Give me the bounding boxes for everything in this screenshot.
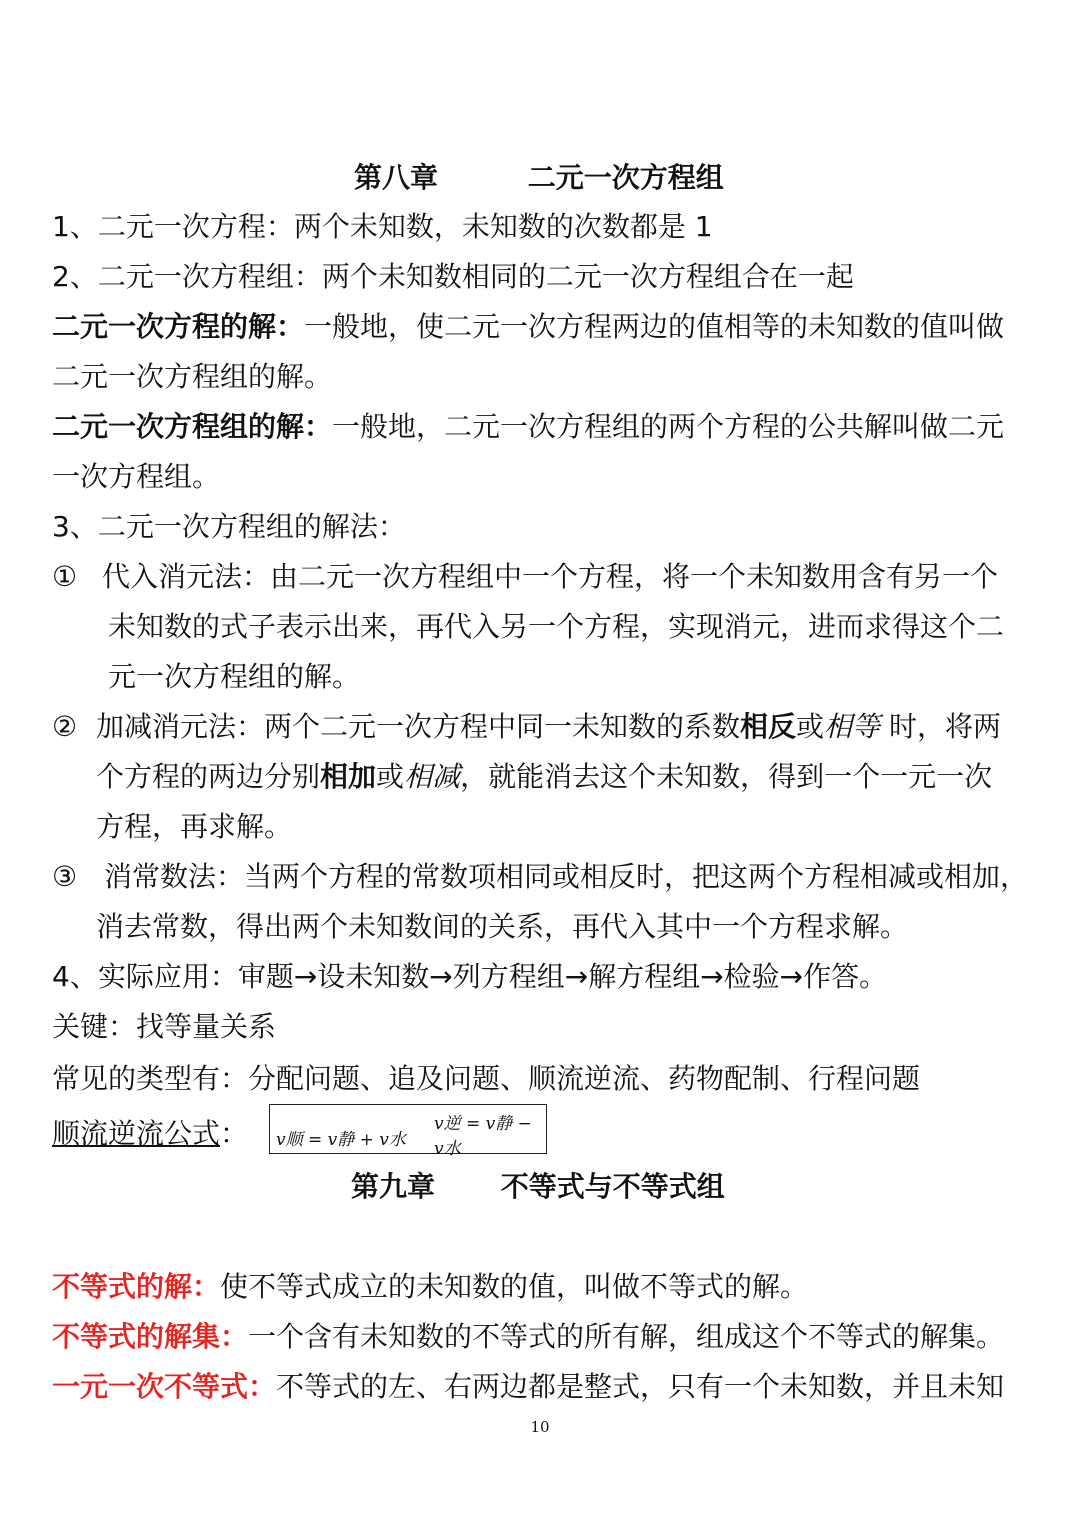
definition-continuation: 二元一次方程组的解。 xyxy=(52,360,333,393)
definition-term: 二元一次方程的解： xyxy=(52,310,305,343)
page-number: 10 xyxy=(530,1418,550,1436)
definition-solution-set xyxy=(52,1319,1004,1355)
formula-box xyxy=(269,1104,547,1159)
method-2-continuation xyxy=(96,759,992,795)
formula-upstream: v逆 = v静 − v水 xyxy=(434,1114,532,1159)
definition-linear-inequality xyxy=(52,1369,1004,1405)
keyword-opposite: 相反 xyxy=(740,710,797,743)
item-3: 3、二元一次方程组的解法： xyxy=(52,510,406,543)
chapter-9-number: 第九章 xyxy=(351,1170,436,1203)
definition-system-solution xyxy=(52,409,1004,445)
method-3-continuation: 消去常数，得出两个未知数间的关系，再代入其中一个方程求解。 xyxy=(96,910,909,943)
definition-text: 使不等式成立的未知数的值，叫做不等式的解。 xyxy=(220,1270,809,1303)
method-1-continuation: 未知数的式子表示出来，再代入另一个方程，实现消元，进而求得这个二 xyxy=(108,610,1005,643)
definition-text: 一个含有未知数的不等式的所有解，组成这个不等式的解集。 xyxy=(248,1320,1005,1353)
method-1-continuation: 元一次方程组的解。 xyxy=(108,660,361,693)
definition-inequality-solution xyxy=(52,1269,808,1305)
definition-continuation: 一次方程组。 xyxy=(52,460,221,493)
method-text: 个方程的两边分别 xyxy=(96,760,321,793)
definition-text: 一般地，使二元一次方程两边的值相等的未知数的值叫做 xyxy=(304,310,1005,343)
circled-number-1: ① xyxy=(52,560,78,593)
chapter-9-name: 不等式与不等式组 xyxy=(500,1170,725,1203)
method-2-continuation: 方程，再求解。 xyxy=(96,810,293,843)
definition-term: 二元一次方程组的解： xyxy=(52,410,333,443)
definition-text: 一般地，二元一次方程组的两个方程的公共解叫做二元 xyxy=(332,410,1005,443)
method-2 xyxy=(52,709,1001,745)
circled-number-3: ③ xyxy=(52,860,78,893)
definition-term: 不等式的解： xyxy=(52,1270,221,1303)
chapter-8-title xyxy=(354,160,724,196)
definition-text: 不等式的左、右两边都是整式，只有一个未知数，并且未知 xyxy=(276,1370,1005,1403)
conjunction: 或 xyxy=(376,760,405,793)
item-4: 4、实际应用：审题→设未知数→列方程组→解方程组→检验→作答。 xyxy=(52,960,888,993)
method-text: 加减消元法：两个二元一次方程中同一未知数的系数 xyxy=(96,710,741,743)
method-3 xyxy=(52,859,1028,895)
circled-number-2: ② xyxy=(52,710,78,743)
formula-label-colon: ： xyxy=(220,1117,249,1150)
chapter-8-number: 第八章 xyxy=(354,161,439,194)
keyword-add: 相加 xyxy=(320,760,377,793)
common-types: 常见的类型有：分配问题、追及问题、顺流逆流、药物配制、行程问题 xyxy=(52,1062,921,1095)
item-1: 1、二元一次方程：两个未知数，未知数的次数都是 1 xyxy=(52,210,713,243)
formula-downstream: v顺 = v静 + v水 xyxy=(276,1130,406,1150)
keyword-subtract: 相减 xyxy=(404,760,461,793)
key-point: 关键：找等量关系 xyxy=(52,1010,277,1043)
keyword-equal: 相等 xyxy=(824,710,881,743)
item-2: 2、二元一次方程组：两个未知数相同的二元一次方程组合在一起 xyxy=(52,260,854,293)
definition-equation-solution xyxy=(52,309,1004,345)
method-text: ，就能消去这个未知数，得到一个一元一次 xyxy=(460,760,993,793)
method-text: 代入消元法：由二元一次方程组中一个方程，将一个未知数用含有另一个 xyxy=(102,560,999,593)
conjunction: 或 xyxy=(796,710,825,743)
definition-term: 不等式的解集： xyxy=(52,1320,249,1353)
method-text: 时，将两 xyxy=(880,710,1001,743)
method-1 xyxy=(52,559,998,595)
definition-term: 一元一次不等式： xyxy=(52,1370,277,1403)
chapter-8-name: 二元一次方程组 xyxy=(527,161,724,194)
method-text: 消常数法：当两个方程的常数项相同或相反时，把这两个方程相减或相加， xyxy=(104,860,1029,893)
formula-label-text: 顺流逆流公式 xyxy=(52,1117,221,1150)
formula-label xyxy=(52,1116,248,1152)
chapter-9-title xyxy=(351,1169,725,1205)
